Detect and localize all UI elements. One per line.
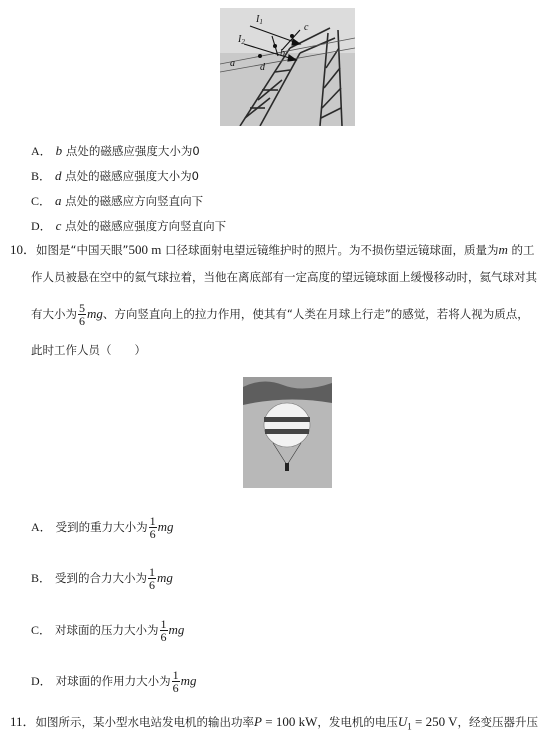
question-number: 10． xyxy=(10,242,37,257)
balloon-photo xyxy=(243,377,332,488)
q10-option-d: D． 对球面的作用力大小为 $\frac{1}{6}$ mg xyxy=(31,668,197,695)
q10-line-1: 10．如图是“中国天眼”500 m 口径球面射电望远镜维护时的照片。为不损伤望远镜球面，质量为m 的工 xyxy=(10,242,535,257)
label-d: d xyxy=(260,62,265,73)
q9-option-d: D． c 点处的磁感应强度方向竖直向下 xyxy=(31,218,227,233)
question-number: 11． xyxy=(10,714,36,729)
q10-line-2: 作人员被悬在空中的氦气球拉着，当他在离底部有一定高度的望远镜球面上缓慢移动时，氦气球对其 xyxy=(31,270,537,284)
label-c: c xyxy=(304,22,309,33)
fraction-1-6: $\frac{1}{6}$ xyxy=(149,565,156,592)
q9-option-c: C． a 点处的磁感应方向竖直向下 xyxy=(31,193,204,208)
q11-line-1: 11．如图所示，某小型水电站发电机的输出功率P = 100 kW，发电机的电压$U_1 = 250$ V，经变压器升压 xyxy=(10,714,538,732)
fraction-1-6: $\frac{1}{6}$ xyxy=(160,617,167,644)
balloon-illustration xyxy=(243,377,332,488)
q9-option-a: A． b 点处的磁感应强度大小为0 xyxy=(31,143,200,158)
fraction-5-6: $\frac{5}{6}$ xyxy=(79,301,85,328)
label-a: a xyxy=(230,58,235,69)
label-I1: $I_1$ xyxy=(256,14,263,26)
fraction-1-6: $\frac{1}{6}$ xyxy=(172,668,179,695)
q10-line-4: 此时工作人员（ ） xyxy=(31,343,146,357)
q10-line-3: 有大小为 $\frac{5}{6}$ mg、方向竖直向上的拉力作用，使其有“人类在月球上行走”的感觉，若将人视为质点， xyxy=(31,301,529,328)
power-tower-photo xyxy=(220,8,355,126)
q9-option-b: B． d 点处的磁感应强度大小为0 xyxy=(31,168,199,183)
label-I2: $I_2$ xyxy=(238,34,245,46)
label-b: b xyxy=(280,48,285,59)
power-tower-illustration xyxy=(220,8,355,126)
q10-option-a: A． 受到的重力大小为 $\frac{1}{6}$ mg xyxy=(31,514,174,541)
q10-option-b: B． 受到的合力大小为 $\frac{1}{6}$ mg xyxy=(31,565,173,592)
fraction-1-6: $\frac{1}{6}$ xyxy=(149,514,156,541)
q10-option-c: C． 对球面的压力大小为 $\frac{1}{6}$ mg xyxy=(31,617,185,644)
